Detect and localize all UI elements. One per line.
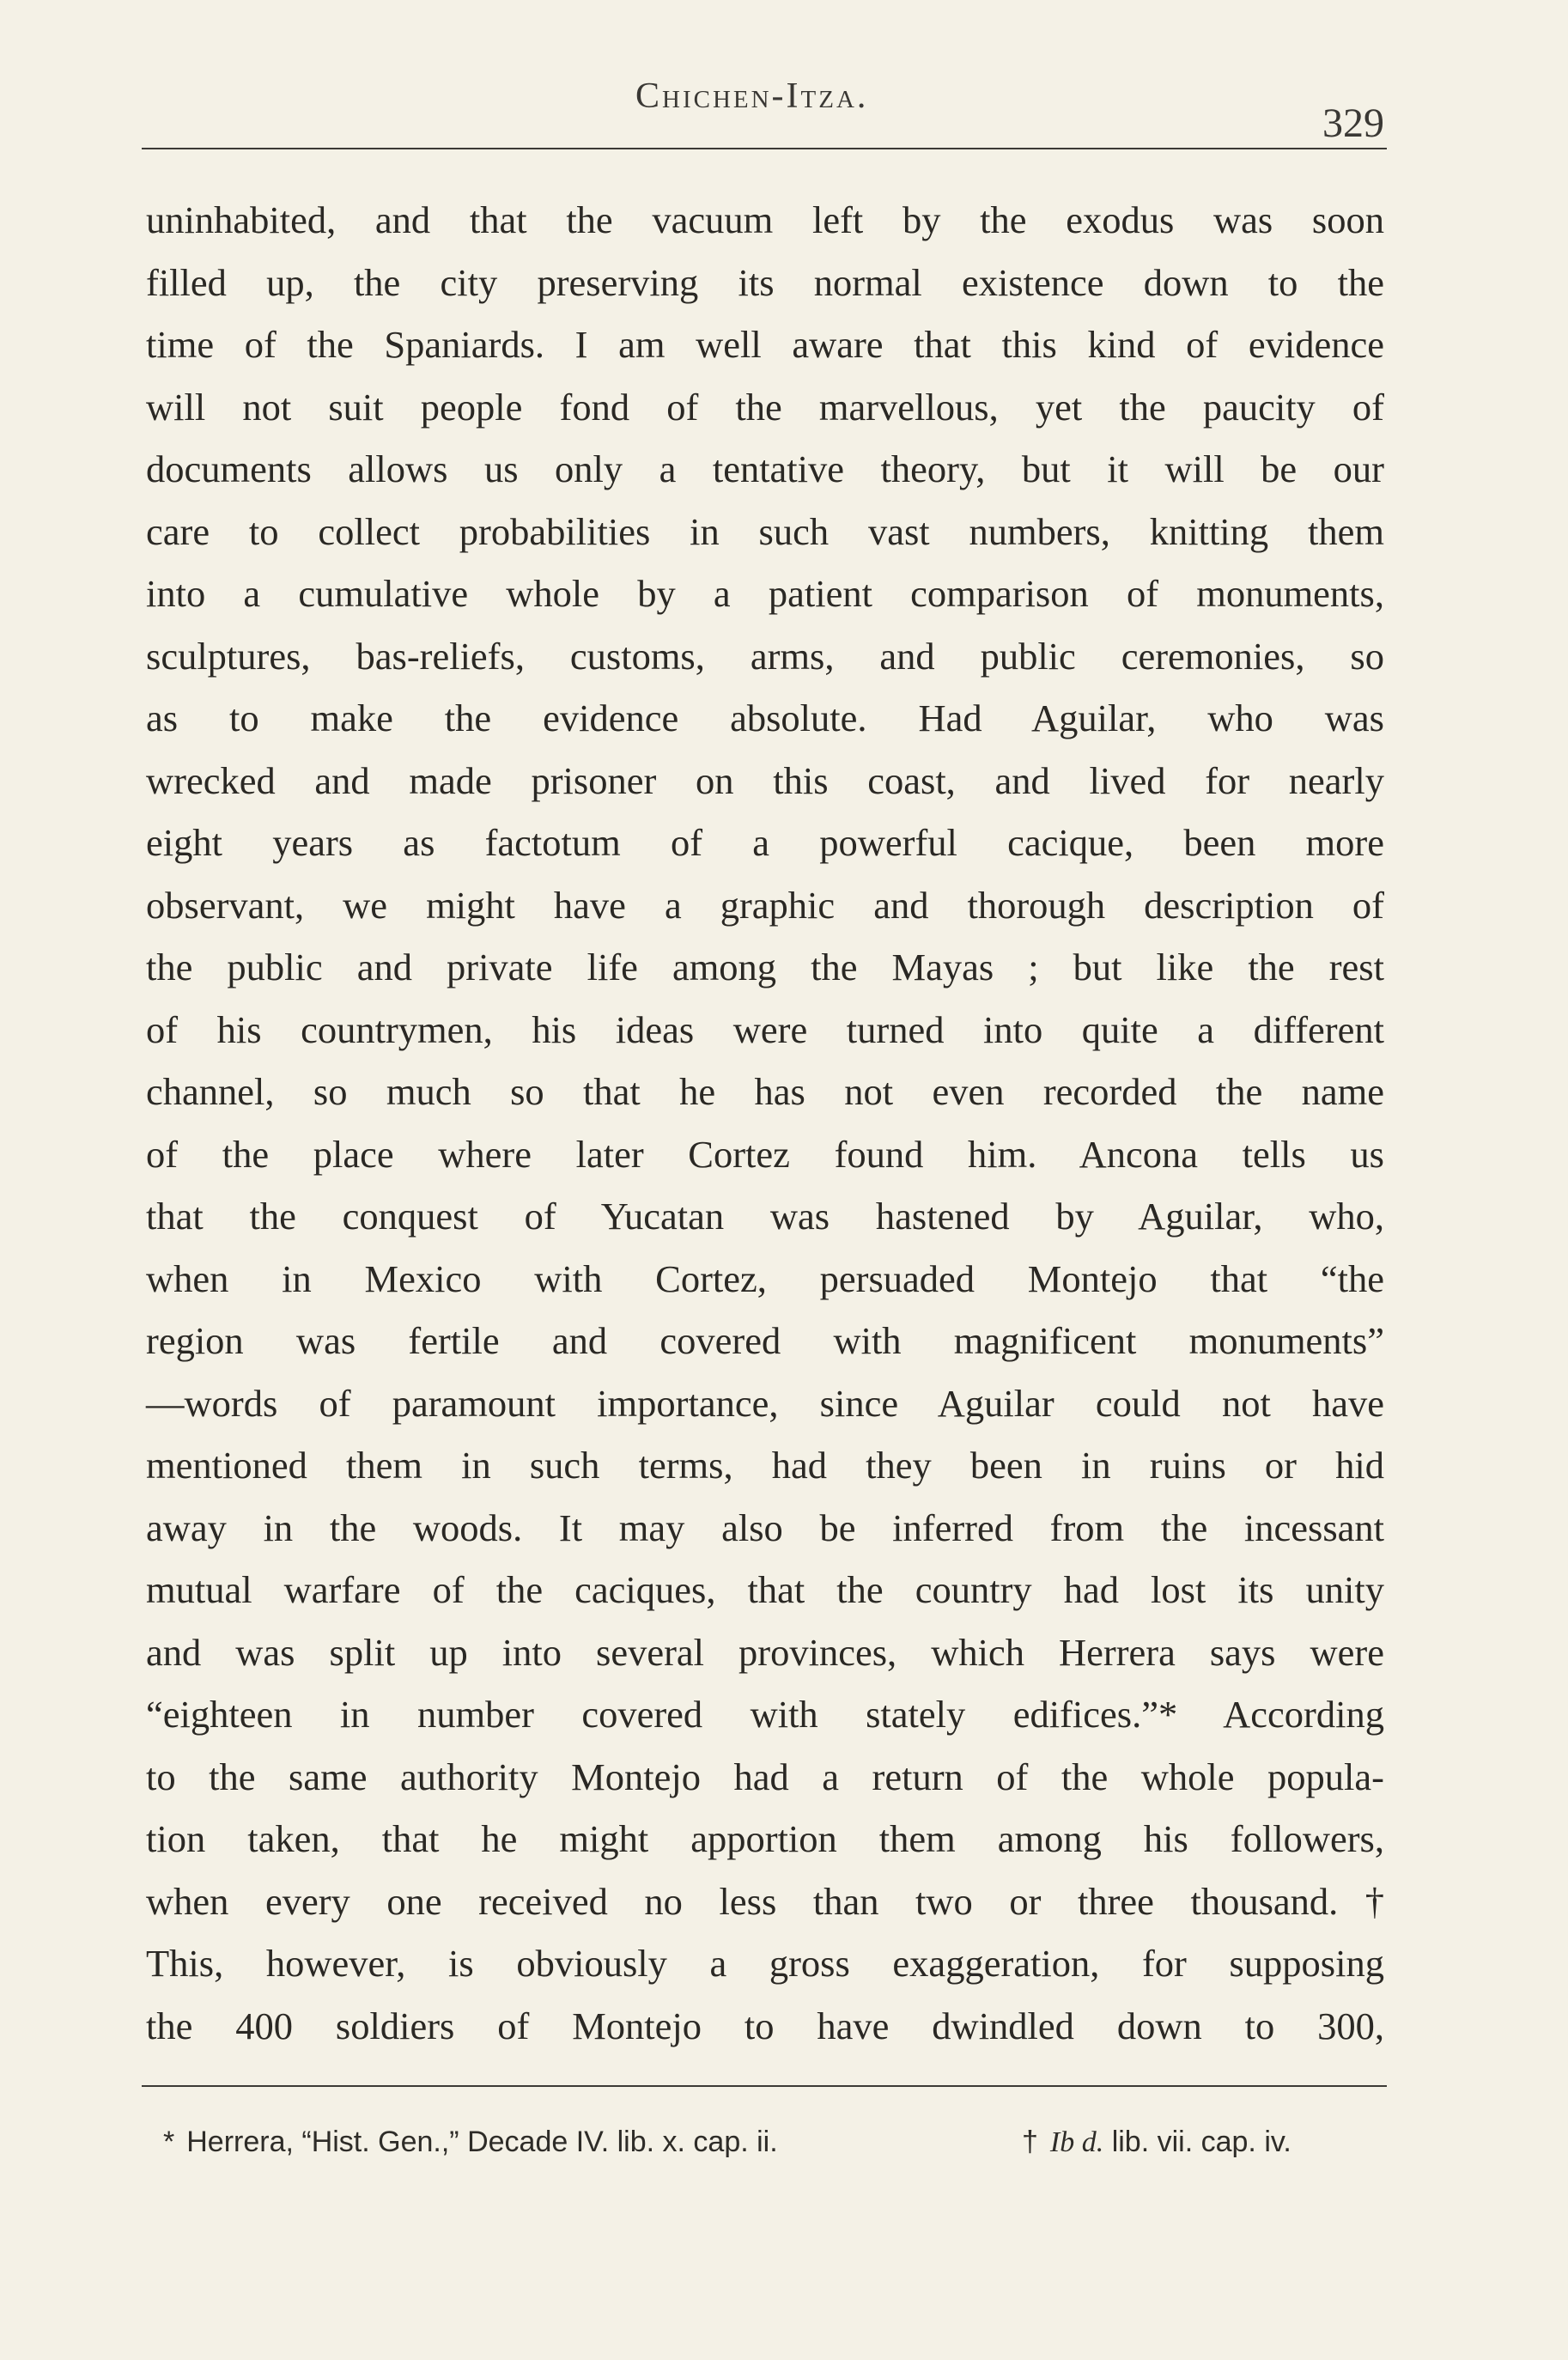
footnote <box>163 2126 778 2159</box>
text-line: of his countrymen, his ideas were turned into quite a different <box>146 1007 1384 1051</box>
body-text <box>146 189 1384 2057</box>
text-line: sculptures, bas-reliefs, customs, arms, and public ceremonies, so <box>146 634 1384 678</box>
footnote <box>1022 2126 1291 2159</box>
page-number: 329 <box>1322 100 1384 146</box>
text-line: channel, so much so that he has not even recorded the name <box>146 1070 1384 1113</box>
footnote-text: lib. vii. cap. iv. <box>1103 2126 1291 2158</box>
text-line: care to collect probabilities in such vast numbers, knitting them <box>146 509 1384 553</box>
text-line: will not suit people fond of the marvellous, yet the paucity of <box>146 385 1384 429</box>
text-line: filled up, the city preserving its normal existence down to the <box>146 260 1384 304</box>
footnote-ibid: Ib d. <box>1049 2126 1104 2158</box>
footnote-marker: † <box>1022 2126 1038 2158</box>
text-line: the 400 soldiers of Montejo to have dwindled down to 300, <box>146 2004 1384 2047</box>
text-line: that the conquest of Yucatan was hastened by Aguilar, who, <box>146 1195 1384 1238</box>
text-line: tion taken, that he might apportion them among his followers, <box>146 1817 1384 1860</box>
text-line: as to make the evidence absolute. Had Aguilar, who was <box>146 696 1384 739</box>
text-line: mentioned them in such terms, had they been in ruins or hid <box>146 1444 1384 1487</box>
text-line: away in the woods. It may also be inferred from the incessant <box>146 1505 1384 1549</box>
text-line: to the same authority Montejo had a return of the whole popula- <box>146 1755 1384 1798</box>
text-line: region was fertile and covered with magnificent monuments” <box>146 1319 1384 1362</box>
text-line: and was split up into several provinces, which Herrera says were <box>146 1630 1384 1674</box>
footnotes <box>163 2126 1383 2159</box>
text-line: of the place where later Cortez found him. Ancona tells us <box>146 1132 1384 1176</box>
text-line: uninhabited, and that the vacuum left by the exodus was soon <box>146 198 1384 241</box>
text-line: —words of paramount importance, since Aguilar could not have <box>146 1381 1384 1425</box>
text-line: documents allows us only a tentative theory, but it will be our <box>146 447 1384 490</box>
text-line: into a cumulative whole by a patient comparison of monuments, <box>146 572 1384 615</box>
text-line: wrecked and made prisoner on this coast, and lived for nearly <box>146 758 1384 802</box>
header-rule <box>142 148 1387 149</box>
text-line: eight years as factotum of a powerful cacique, been more <box>146 821 1384 864</box>
running-title: Chichen-Itza. <box>635 76 869 116</box>
text-line: This, however, is obviously a gross exaggeration, for supposing <box>146 1942 1384 1985</box>
text-line: “eighteen in number covered with stately edifices.”* According <box>146 1693 1384 1736</box>
text-line: observant, we might have a graphic and thorough description of <box>146 883 1384 927</box>
text-line: the public and private life among the Mayas ; but like the rest <box>146 946 1384 988</box>
footnote-text: Herrera, “Hist. Gen.,” Decade IV. lib. x. cap. ii. <box>186 2126 778 2158</box>
text-line: when every one received no less than two or three thousand.† <box>146 1879 1384 1923</box>
text-line: mutual warfare of the caciques, that the country had lost its unity <box>146 1568 1384 1611</box>
footnote-rule <box>142 2085 1387 2087</box>
footnote-marker: * <box>163 2126 175 2158</box>
text-line: when in Mexico with Cortez, persuaded Montejo that “the <box>146 1256 1384 1300</box>
text-line: time of the Spaniards. I am well aware that this kind of evidence <box>146 323 1384 366</box>
